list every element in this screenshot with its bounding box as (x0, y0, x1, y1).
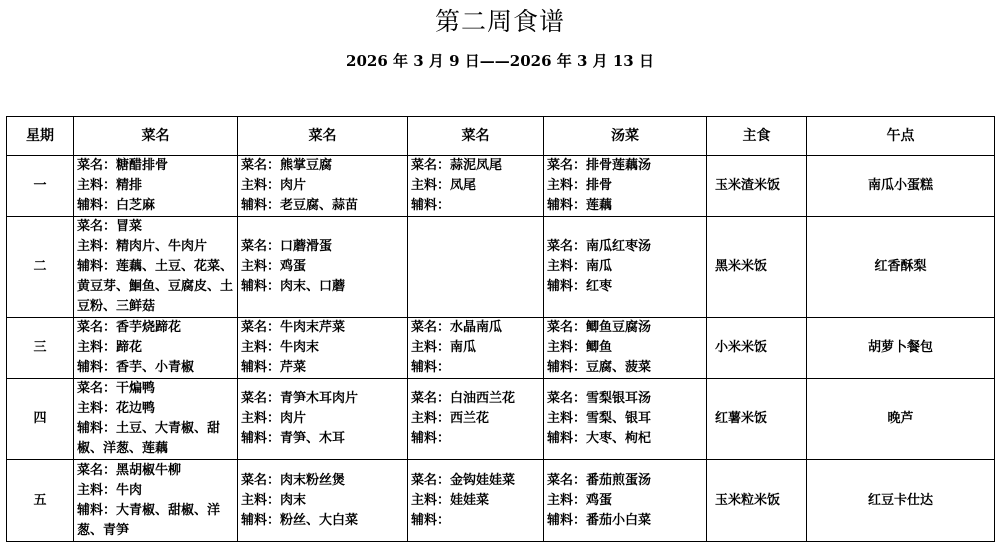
dish1-cell (74, 156, 238, 217)
dish2-cell (238, 217, 408, 318)
soup-line: 菜名：南瓜红枣汤 (547, 239, 652, 254)
table-row (7, 318, 995, 379)
dish1-line: 主料：精排 (77, 178, 143, 193)
dish2-line: 菜名：青笋木耳肉片 (241, 391, 359, 406)
snack-cell: 红豆卡仕达 (807, 460, 995, 542)
day-cell: 一 (7, 156, 74, 217)
soup-cell (544, 156, 707, 217)
snack-cell: 南瓜小蛋糕 (807, 156, 995, 217)
dish1-line: 菜名：糖醋排骨 (77, 158, 169, 173)
dish1-cell (74, 318, 238, 379)
dish1-line: 主料：精肉片、牛肉片 (77, 239, 208, 254)
header-dish-2: 菜名 (238, 117, 408, 156)
soup-line: 主料：排骨 (547, 178, 613, 193)
soup-line: 辅料：红枣 (547, 279, 613, 294)
dish3-line: 辅料： (411, 198, 451, 213)
snack-cell: 胡萝卜餐包 (807, 318, 995, 379)
day-cell: 五 (7, 460, 74, 542)
table-row (7, 217, 995, 318)
soup-line: 主料：鲫鱼 (547, 340, 613, 355)
dish2-cell (238, 379, 408, 460)
dish1-line: 菜名：香芋烧蹄花 (77, 320, 182, 335)
dish3-line: 菜名：白油西兰花 (411, 391, 516, 406)
dish2-line: 辅料：老豆腐、蒜苗 (241, 198, 359, 213)
dish1-line: 辅料：莲藕、土豆、花菜、黄豆芽、鮰鱼、豆腐皮、土豆粉、三鲜菇 (77, 259, 234, 314)
staple-cell: 玉米粒米饭 (707, 460, 807, 542)
snack-cell: 晚芦 (807, 379, 995, 460)
soup-cell (544, 217, 707, 318)
dish2-line: 主料：肉片 (241, 411, 307, 426)
soup-line: 主料：南瓜 (547, 259, 613, 274)
staple-cell: 玉米渣米饭 (707, 156, 807, 217)
dish2-line: 辅料：肉末、口蘑 (241, 279, 346, 294)
dish3-line: 主料：南瓜 (411, 340, 477, 355)
soup-line: 辅料：大枣、枸杞 (547, 431, 652, 446)
dish3-line: 菜名：金钩娃娃菜 (411, 472, 516, 488)
dish3-line: 辅料： (411, 431, 451, 446)
dish3-cell (408, 460, 544, 542)
table-row (7, 460, 995, 542)
header-dish-1: 菜名 (74, 117, 238, 156)
soup-cell (544, 379, 707, 460)
dish2-line: 菜名：口蘑滑蛋 (241, 239, 333, 254)
dish2-line: 辅料：粉丝、大白菜 (241, 512, 359, 528)
dish1-line: 辅料：大青椒、甜椒、洋葱、青笋 (77, 502, 221, 538)
dish3-line: 主料：娃娃菜 (411, 492, 490, 508)
dish2-line: 辅料：芹菜 (241, 360, 307, 375)
soup-line: 辅料：番茄小白菜 (547, 512, 652, 528)
dish2-line: 主料：鸡蛋 (241, 259, 307, 274)
dish3-line: 菜名：水晶南瓜 (411, 320, 503, 335)
header-row (7, 117, 995, 156)
dish3-cell (408, 156, 544, 217)
dish1-line: 菜名：黑胡椒牛柳 (77, 462, 182, 478)
page-title: 第二周食谱 (434, 7, 565, 36)
dish1-line: 辅料：白芝麻 (77, 198, 156, 213)
header-dish-3: 菜名 (408, 117, 544, 156)
dish2-cell (238, 460, 408, 542)
snack-cell: 红香酥梨 (807, 217, 995, 318)
dish1-cell (74, 379, 238, 460)
table-row (7, 379, 995, 460)
dish2-cell (238, 318, 408, 379)
dish3-line: 主料：西兰花 (411, 411, 490, 426)
dish1-line: 菜名：冒菜 (77, 219, 143, 234)
staple-cell: 红薯米饭 (707, 379, 807, 460)
menu-table (6, 116, 995, 542)
dish2-cell (238, 156, 408, 217)
dish2-line: 主料：肉末 (241, 492, 307, 508)
day-cell: 三 (7, 318, 74, 379)
soup-line: 菜名：番茄煎蛋汤 (547, 472, 652, 488)
staple-cell: 黑米米饭 (707, 217, 807, 318)
dish3-line: 辅料： (411, 512, 451, 528)
day-cell: 四 (7, 379, 74, 460)
soup-line: 菜名：排骨莲藕汤 (547, 158, 652, 173)
dish2-line: 辅料：青笋、木耳 (241, 431, 346, 446)
header-staple: 主食 (707, 117, 807, 156)
dish1-line: 主料：花边鸭 (77, 401, 156, 416)
dish2-line: 菜名：肉末粉丝煲 (241, 472, 346, 488)
soup-line: 主料：雪梨、银耳 (547, 411, 652, 426)
dish1-line: 菜名：干煸鸭 (77, 381, 156, 396)
dish2-line: 菜名：牛肉末芹菜 (241, 320, 346, 335)
staple-cell: 小米米饭 (707, 318, 807, 379)
header-soup: 汤菜 (544, 117, 707, 156)
soup-cell (544, 460, 707, 542)
dish3-line: 辅料： (411, 360, 451, 375)
dish1-line: 辅料：土豆、大青椒、甜椒、洋葱、莲藕 (77, 421, 221, 456)
header-day: 星期 (7, 117, 74, 156)
day-cell: 二 (7, 217, 74, 318)
dish1-line: 主料：牛肉 (77, 482, 143, 498)
date-range: 2026 年 3 月 9 日——2026 年 3 月 13 日 (346, 52, 654, 70)
header-snack: 午点 (807, 117, 995, 156)
soup-line: 主料：鸡蛋 (547, 492, 613, 508)
dish1-cell (74, 217, 238, 318)
dish3-cell (408, 318, 544, 379)
dish1-line: 辅料：香芋、小青椒 (77, 360, 195, 375)
dish2-line: 主料：牛肉末 (241, 340, 320, 355)
soup-line: 菜名：鲫鱼豆腐汤 (547, 320, 652, 335)
dish3-line: 菜名：蒜泥凤尾 (411, 158, 503, 173)
dish3-cell (408, 379, 544, 460)
dish3-line: 主料：凤尾 (411, 178, 477, 193)
dish2-line: 菜名：熊掌豆腐 (241, 158, 333, 173)
dish1-line: 主料：蹄花 (77, 340, 143, 355)
dish2-line: 主料：肉片 (241, 178, 307, 193)
table-row (7, 156, 995, 217)
dish1-cell (74, 460, 238, 542)
dish3-cell (408, 217, 544, 318)
soup-line: 辅料：豆腐、菠菜 (547, 360, 652, 375)
soup-line: 辅料：莲藕 (547, 198, 613, 213)
soup-line: 菜名：雪梨银耳汤 (547, 391, 652, 406)
soup-cell (544, 318, 707, 379)
